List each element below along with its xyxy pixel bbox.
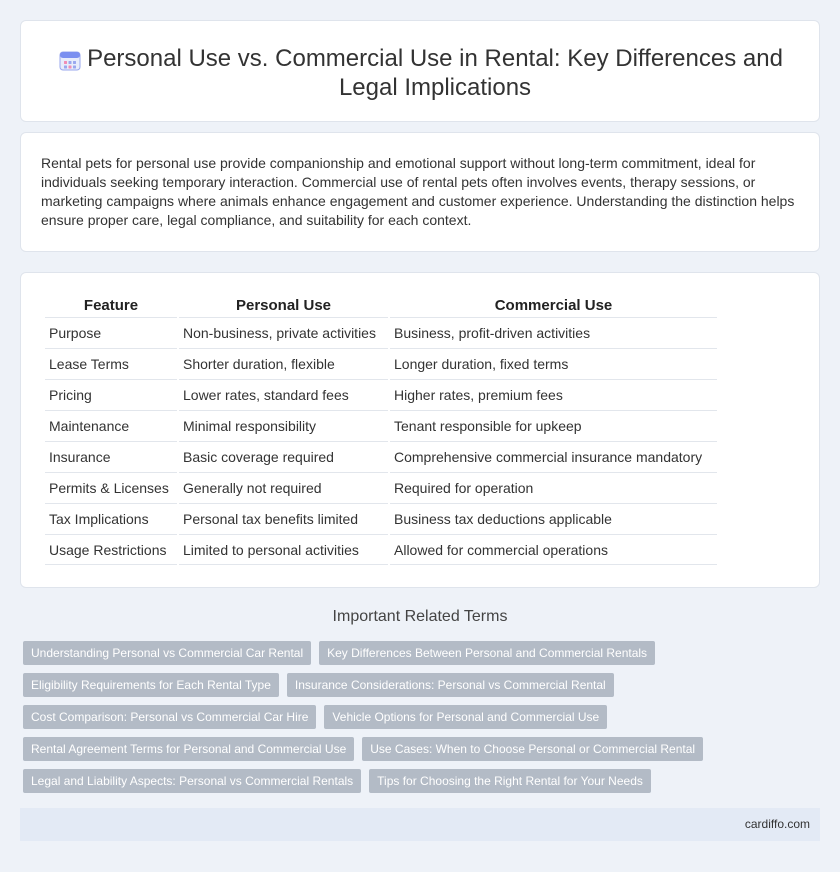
- table-row: [45, 472, 717, 503]
- table-row: [45, 503, 717, 534]
- table-row: [45, 441, 717, 472]
- intro-paragraph: Rental pets for personal use provide companionship and emotional support without long-term commitment, ideal for individuals seeking temporary interaction. Commercial use of rental pets often involves events, therapy sessions, or marketing campaigns where animals enhance engagement and customer experience. Understanding the distinction helps ensure proper care, legal compliance, and suitability for each context.: [41, 155, 795, 228]
- commercial-cell: Comprehensive commercial insurance mandatory: [390, 441, 717, 472]
- table-row: [45, 379, 717, 410]
- header-feature: Feature: [83, 297, 139, 314]
- personal-cell: Shorter duration, flexible: [179, 348, 388, 379]
- page-title: Personal Use vs. Commercial Use in Rental: Key Differences and Legal Implications: [87, 45, 783, 101]
- related-term-tag[interactable]: Eligibility Requirements for Each Rental Type: [23, 673, 279, 697]
- table-header-row: [45, 295, 717, 317]
- personal-cell: Non-business, private activities: [179, 317, 388, 348]
- related-term-tag[interactable]: Rental Agreement Terms for Personal and Commercial Use: [23, 737, 354, 761]
- commercial-cell: Allowed for commercial operations: [390, 534, 717, 565]
- comparison-table: [43, 295, 719, 565]
- related-term-tag[interactable]: Insurance Considerations: Personal vs Commercial Rental: [287, 673, 614, 697]
- related-term-tag[interactable]: Tips for Choosing the Right Rental for Your Needs: [369, 769, 651, 793]
- table-row: [45, 317, 717, 348]
- table-row: [45, 410, 717, 441]
- related-term-tag[interactable]: Cost Comparison: Personal vs Commercial Car Hire: [23, 705, 316, 729]
- feature-cell: Tax Implications: [45, 503, 177, 534]
- related-term-tag[interactable]: Understanding Personal vs Commercial Car Rental: [23, 641, 311, 665]
- related-term-tag[interactable]: Use Cases: When to Choose Personal or Commercial Rental: [362, 737, 703, 761]
- calendar-icon: [58, 48, 82, 72]
- personal-cell: Personal tax benefits limited: [179, 503, 388, 534]
- feature-cell: Pricing: [45, 379, 177, 410]
- commercial-cell: Tenant responsible for upkeep: [390, 410, 717, 441]
- feature-cell: Insurance: [45, 441, 177, 472]
- commercial-cell: Required for operation: [390, 472, 717, 503]
- intro-card: [20, 132, 820, 252]
- feature-cell: Permits & Licenses: [45, 472, 177, 503]
- related-term-tag[interactable]: Key Differences Between Personal and Commercial Rentals: [319, 641, 655, 665]
- related-term-tag[interactable]: Vehicle Options for Personal and Commercial Use: [324, 705, 607, 729]
- commercial-cell: Business, profit-driven activities: [390, 317, 717, 348]
- personal-cell: Limited to personal activities: [179, 534, 388, 565]
- personal-cell: Minimal responsibility: [179, 410, 388, 441]
- related-terms-title: Important Related Terms: [332, 608, 508, 625]
- related-term-tag[interactable]: Legal and Liability Aspects: Personal vs Commercial Rentals: [23, 769, 361, 793]
- table-row: [45, 348, 717, 379]
- header-card: [20, 20, 820, 122]
- personal-cell: Generally not required: [179, 472, 388, 503]
- header-personal-use: Personal Use: [235, 297, 332, 314]
- feature-cell: Purpose: [45, 317, 177, 348]
- personal-cell: Lower rates, standard fees: [179, 379, 388, 410]
- commercial-cell: Longer duration, fixed terms: [390, 348, 717, 379]
- header-commercial-use: Commercial Use: [494, 297, 613, 314]
- commercial-cell: Higher rates, premium fees: [390, 379, 717, 410]
- feature-cell: Maintenance: [45, 410, 177, 441]
- related-terms-list: [23, 641, 823, 801]
- commercial-cell: Business tax deductions applicable: [390, 503, 717, 534]
- personal-cell: Basic coverage required: [179, 441, 388, 472]
- footer: [20, 808, 820, 841]
- feature-cell: Usage Restrictions: [45, 534, 177, 565]
- feature-cell: Lease Terms: [45, 348, 177, 379]
- table-row: [45, 534, 717, 565]
- comparison-table-card: [20, 272, 820, 588]
- footer-site-link[interactable]: cardiffo.com: [744, 817, 810, 831]
